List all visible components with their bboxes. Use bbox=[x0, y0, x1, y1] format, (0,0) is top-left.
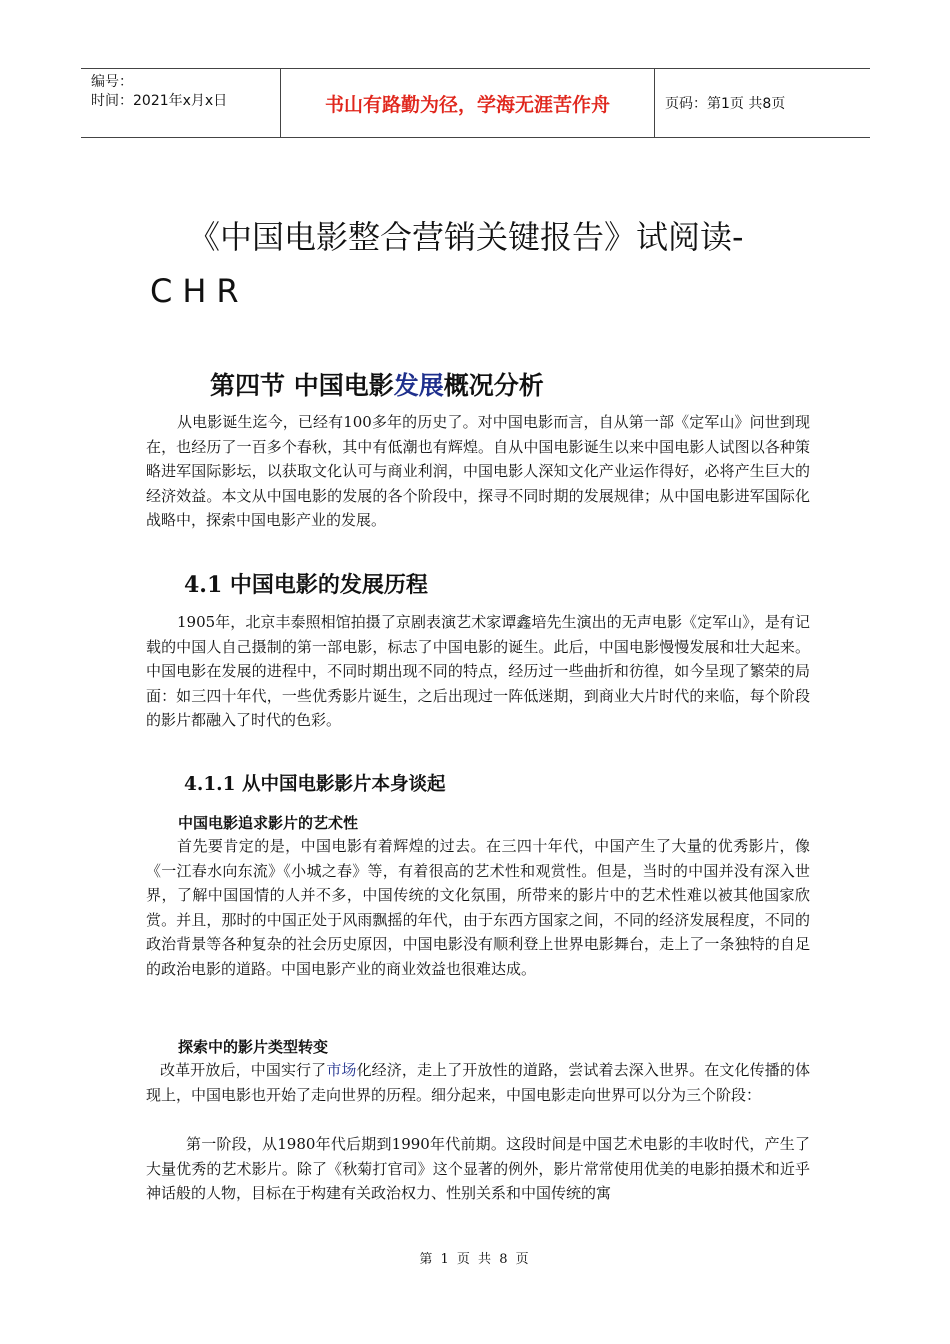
paragraph-stage-1: 第一阶段，从1980年代后期到1990年代前期。这段时间是中国艺术电影的丰收时代，产生了大量优秀的艺术影片。除了《秋菊打官司》这个显著的例外，影片常常使用优美的电影拍摄术和近乎神话般的人物，目标在于构建有关政治权力、性别关系和中国传统的寓 bbox=[146, 1135, 810, 1202]
header-table bbox=[81, 68, 870, 138]
heading-type: 探索中的影片类型转变 bbox=[178, 1038, 329, 1056]
number-label: 编号： bbox=[91, 74, 133, 90]
intro-paragraph: 从电影诞生迄今，已经有100多年的历史了。对中国电影而言，自从第一部《定军山》问世到现在，也经历了一百多个春秋，其中有低潮也有辉煌。自从中国电影诞生以来中国电影人试图以各种策略进军国际影坛，以获取文化认可与商业利润，中国电影人深知文化产业运作得好，必将产生巨大的经济效益。本文从中国电影的发展的各个阶段中，探寻不同时期的发展规律；从中国电影进军国际化战略中，探索中国电影产业的发展。 bbox=[146, 413, 810, 529]
heading-4-1: 4.1 中国电影的发展历程 bbox=[184, 572, 428, 598]
paragraph-4-1: 1905年，北京丰泰照相馆拍摄了京剧表演艺术家谭鑫培先生演出的无声电影《定军山》，是有记载的中国人自己摄制的第一部电影，标志了中国电影的诞生。此后，中国电影慢慢发展和壮大起来。中国电影在发展的进程中，不同时期出现不同的特点，经历过一些曲折和彷徨，如今呈现了繁荣的局面：如三四十年代，一些优秀影片诞生，之后出现过一阵低迷期，到商业大片时代的来临，每个阶段的影片都融入了时代的色彩。 bbox=[146, 613, 810, 729]
section-heading bbox=[210, 366, 544, 402]
section-prefix: 第四节 中国电影 bbox=[210, 371, 394, 400]
title-line-2: CHR bbox=[150, 272, 249, 310]
header-meta bbox=[81, 69, 281, 137]
heading-4-1-1: 4.1.1 从中国电影影片本身谈起 bbox=[184, 774, 446, 795]
paragraph-art: 首先要肯定的是，中国电影有着辉煌的过去。在三四十年代，中国产生了大量的优秀影片，像《一江春水向东流》《小城之春》等，有着很高的艺术性和观赏性。但是，当时的中国并没有深入世界，了解中国国情的人并不多，中国传统的文化氛围，所带来的影片中的艺术性难以被其他国家欣赏。并且，那时的中国正处于风雨飘摇的年代，由于东西方国家之间，不同的经济发展程度，不同的政治背景等各种复杂的社会历史原因，中国电影没有顺利登上世界电影舞台，走上了一条独特的自足的政治电影的道路。中国电影产业的商业效益也很难达成。 bbox=[146, 837, 810, 978]
page-footer: 第 1 页 共 8 页 bbox=[419, 1252, 531, 1267]
paragraph-type-b: 化经济，走上了开放性的道路，尝试着去深入世界。在文化传播的体现上，中国电影也开始了走向世界的历程。细分起来，中国电影走向世界可以分为三个阶段： bbox=[146, 1061, 810, 1104]
heading-art: 中国电影追求影片的艺术性 bbox=[178, 814, 359, 832]
paragraph-type-a: 改革开放后，中国实行了 bbox=[160, 1061, 327, 1079]
document-title bbox=[150, 210, 850, 318]
title-line-1: 《中国电影整合营销关键报告》试阅读- bbox=[188, 218, 744, 256]
section-suffix: 概况分析 bbox=[443, 371, 544, 400]
paragraph-type bbox=[146, 1058, 810, 1107]
section-highlight-link[interactable]: 发展 bbox=[393, 371, 444, 400]
market-link[interactable]: 市场 bbox=[326, 1061, 357, 1079]
header-page-label: 页码：第1页 共8页 bbox=[665, 96, 786, 112]
header-motto: 书山有路勤为径，学海无涯苦作舟 bbox=[281, 69, 655, 137]
time-label: 时间：2021年x月x日 bbox=[91, 93, 228, 109]
